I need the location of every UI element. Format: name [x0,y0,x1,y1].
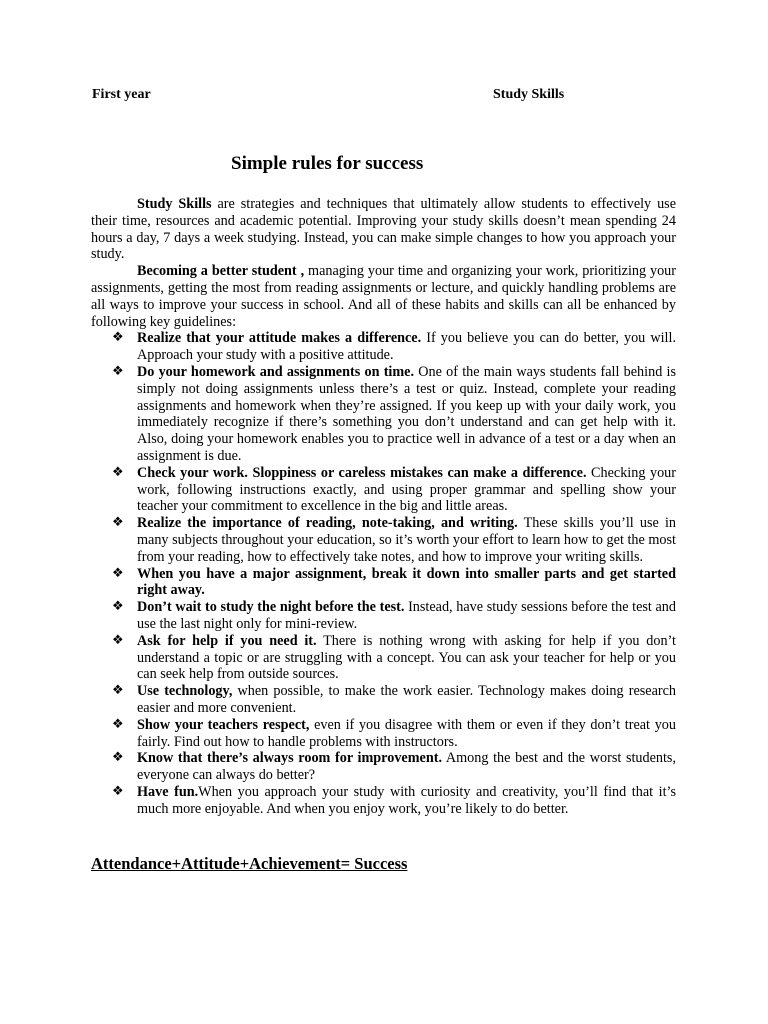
diamond-bullet-icon: ❖ [112,750,124,766]
list-item [91,750,676,784]
guideline-bold: Have fun. [137,783,199,800]
guideline-text: Instead, have study sessions before the test and use the last night only for mini-review. [137,599,676,632]
guideline-bold: When you have a major assignment, break it down into smaller parts and get started right away. [137,565,676,599]
guideline-text: When you approach your study with curiosity and creativity, you’ll find that it’s much more enjoyable. And when you enjoy work, you’re likely to do better. [137,783,676,817]
guideline-bold: Check your work. Sloppiness or careless mistakes can make a difference. [137,464,587,481]
guideline-text: Among the best and the worst students, everyone can always do better? [137,750,676,784]
guideline-bold: Don’t wait to study the night before the test. [137,599,405,616]
header-course-year: First year [92,87,151,102]
guideline-text: One of the main ways students fall behind is simply not doing assignments unless there’s a test or quiz. Instead, complete your reading assignments and homework when they’re assigned. If you keep up with your daily work, you immediately recognize if there’s something you don’t understand and can get help with it. Also, doing your homework enables you to practice well in advance of a test or a day when an assignment is due. [137,363,676,464]
success-formula: Attendance+Attitude+Achievement= Success [91,854,408,873]
guideline-bold: Realize that your attitude makes a difference. [137,330,422,347]
intro-1-bold: Study Skills [137,196,212,212]
guideline-bold: Ask for help if you need it. [137,632,317,649]
diamond-bullet-icon: ❖ [112,515,124,531]
intro-1-text: are strategies and techniques that ultimately allow students to effectively use their time, resources and academic potential. Improving your study skills doesn’t mean spending 24 hours a day, 7 days a week studying. Instead, you can make simple changes to how you approach your study. [91,196,676,263]
guideline-text: If you believe you can do better, you will. Approach your study with a positive attitude. [137,330,676,364]
header-subject: Study Skills [493,87,565,102]
diamond-bullet-icon: ❖ [112,565,124,581]
intro-paragraph-1 [91,196,676,263]
document-title: Simple rules for success [231,153,424,174]
guideline-bold: Know that there’s always room for improvement. [137,750,442,767]
list-item [91,465,676,515]
diamond-bullet-icon: ❖ [112,683,124,699]
guideline-bold: Show your teachers respect, [137,716,310,733]
list-item [91,599,676,633]
diamond-bullet-icon: ❖ [112,599,124,615]
guideline-text: even if you disagree with them or even if they don’t treat you fairly. Find out how to handle problems with instructors. [137,716,676,750]
guideline-bold: Realize the importance of reading, note-taking, and writing. [137,515,518,532]
diamond-bullet-icon: ❖ [112,716,124,732]
list-item [91,784,676,818]
list-item [91,683,676,717]
diamond-bullet-icon: ❖ [112,632,124,648]
diamond-bullet-icon: ❖ [112,330,124,346]
list-item [91,633,676,683]
guideline-text: These skills you’ll use in many subjects throughout your education, so it’s worth your effort to learn how to get the most from your reading, how to effectively take notes, and how to improve your writing skills. [137,515,677,565]
list-item [91,515,676,565]
intro-2-text: managing your time and organizing your work, prioritizing your assignments, getting the most from reading assignments or lecture, and quickly handling problems are all ways to improve your success in school. And all of these habits and skills can all be enhanced by following key guidelines: [91,263,676,330]
guideline-bold: Use technology, [137,683,233,700]
diamond-bullet-icon: ❖ [112,363,124,379]
guideline-text: Checking your work, following instructions exactly, and using proper grammar and spelling show your teacher your commitment to excellence in the big and little areas. [137,464,676,515]
list-item [91,330,676,364]
intro-paragraph-2 [91,263,676,330]
diamond-bullet-icon: ❖ [112,464,124,480]
list-item [91,566,676,600]
guideline-bold: Do your homework and assignments on time. [137,363,415,380]
diamond-bullet-icon: ❖ [112,783,124,799]
list-item [91,364,676,465]
guidelines-list [91,330,676,817]
intro-2-bold: Becoming a better student , [137,263,305,280]
guideline-text: There is nothing wrong with asking for help if you don’t understand a topic or are struggling with a concept. You can ask your teacher for help or you can seek help from outside sources. [137,632,676,683]
document-body [91,196,676,817]
list-item [91,717,676,751]
guideline-text: when possible, to make the work easier. Technology makes doing research easier and more convenient. [137,683,676,716]
